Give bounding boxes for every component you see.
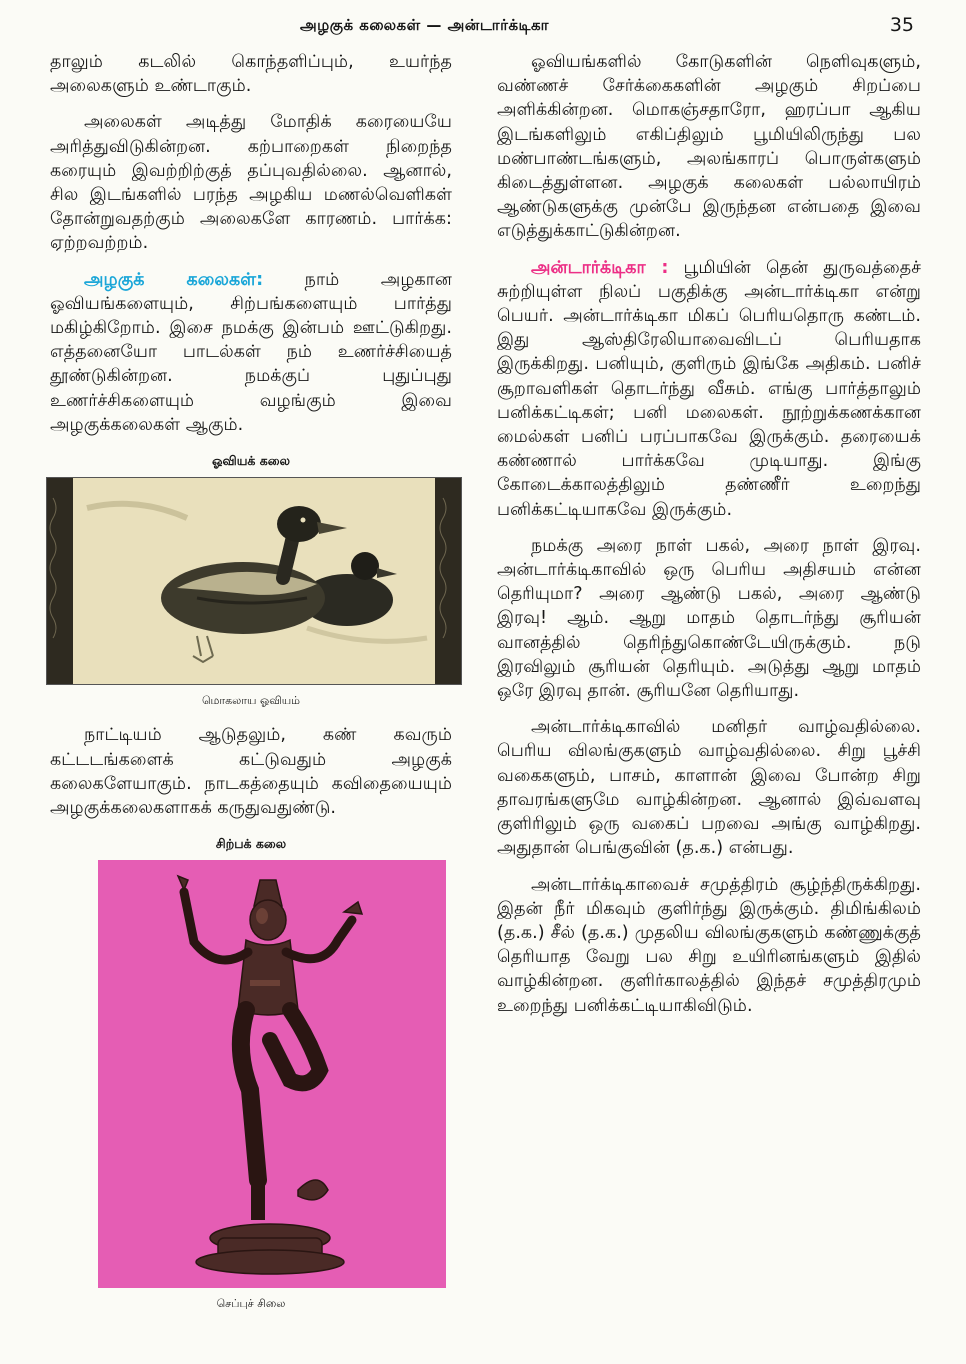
page-header	[0, 14, 966, 40]
left-column	[50, 50, 452, 1327]
right-paragraph-3: நமக்கு அரை நாள் பகல், அரை நாள் இரவு. அன்டார்க்டிகாவில் ஒரு பெரிய அதிசயம் என்ன தெரியுமா? அரை ஆண்டு பகல், அரை ஆண்டு இரவு! ஆம். ஆறு மாதம் தொடர்ந்து சூரியன் வானத்தில் தெரிந்துகொண்டேயிருக்கும். நடு இரவிலும் சூரியன் தெரியும். அடுத்து ஆறு மாதம் ஒரே இரவு தான். சூரியனே தெரியாது.	[497, 535, 921, 702]
sculpture-figure-caption: செப்புச் சிலை	[216, 1297, 286, 1311]
fine-arts-heading: அழகுக் கலைகள்:	[84, 269, 264, 290]
sculpture-figure-title: சிற்பக் கலை	[215, 836, 287, 852]
right-paragraph-4: அன்டார்க்டிகாவில் மனிதர் வாழ்வதில்லை. பெரிய விலங்குகளும் வாழ்வதில்லை. சிறு பூச்சி வகைகளும், பாசம், காளான் இவை போன்ற சிறு தாவரங்களுமே வாழ்கின்றன. ஆனால் இவ்வளவு குளிரிலும் ஒரு வகைப் பறவை அங்கு வாழ்கிறது. அதுதான் பெங்குவின் (த.க.) என்பது.	[497, 717, 921, 859]
painting-figure-caption: மொகலாய ஓவியம்	[201, 694, 301, 708]
duck-painting-illustration	[47, 478, 461, 684]
antarctica-text: பூமியின் தென் துருவத்தைச் சுற்றியுள்ள நிலப் பகுதிக்கு அன்டார்க்டிகா என்று பெயர். அன்டார்க்டிகா மிகப் பெரியதொரு கண்டம். இது ஆஸ்திரேலியாவைவிடப் பெரியதாக இருக்கிறது. பனியும், குளிரும் இங்கே அதிகம். பனிச் சூறாவளிகள் தொடர்ந்து வீசும். எங்கு பார்த்தாலும் பனிக்கட்டிகள்; பனி மலைகள். நூற்றுக்கணக்கான மைல்கள் பனிப் பரப்பாகவே இருக்கும். தரையைக் கண்ணால் பார்க்கவே முடியாது. இங்கு கோடைக்காலத்திலும் தண்ணீர் உறைந்து பனிக்கட்டியாகவே இருக்கும்.	[497, 257, 921, 520]
left-paragraph-4: நாட்டியம் ஆடுதலும், கண் கவரும் கட்டடங்களைக் கட்டுவதும் அழகுக் கலைகளேயாகும். நாடகத்தையும் கவிதையையும் அழகுக்கலைகளாகக் கருதுவதுண்டு.	[50, 725, 452, 819]
painting-figure-title: ஓவியக் கலை	[212, 453, 290, 469]
left-paragraph-1: தாலும் கடலில் கொந்தளிப்பும், உயர்ந்த அலைகளும் உண்டாகும்.	[50, 52, 452, 97]
antarctica-heading: அன்டார்க்டிகா :	[531, 257, 669, 278]
running-title: அழகுக் கலைகள் — அன்டார்க்டிகா	[300, 16, 549, 34]
page-number: 35	[889, 14, 914, 36]
fine-arts-paragraph	[50, 268, 452, 437]
right-paragraph-5: அன்டார்க்டிகாவைச் சமுத்திரம் சூழ்ந்திருக்கிறது. இதன் நீர் மிகவும் குளிர்ந்து இருக்கும். திமிங்கிலம் (த.க.) சீல் (த.க.) முதலிய விலங்குகளும் கண்ணுக்குத் தெரியாத வேறு பல சிறு உயிரினங்களும் இதில் வாழ்கின்றன. குளிர்காலத்தில் இந்தச் சமுத்திரமும் உறைந்து பனிக்கட்டியாகிவிடும்.	[497, 874, 921, 1016]
left-paragraph-2: அலைகள் அடித்து மோதிக் கரையையே அரித்துவிடுகின்றன. கற்பாறைகள் நிறைந்த கரையும் இவற்றிற்குத் தப்புவதில்லை. ஆனால், சில இடங்களில் பரந்த அழகிய மணல்வெளிகள் தோன்றுவதற்கும் அலைகளே காரணம். பார்க்க: ஏற்றவற்றம்.	[50, 112, 452, 254]
right-column	[497, 50, 921, 1030]
bronze-statue-image	[98, 860, 446, 1288]
antarctica-paragraph	[497, 256, 921, 522]
bronze-statue-illustration	[98, 860, 446, 1288]
mughal-painting-image	[46, 477, 462, 685]
right-paragraph-1: ஓவியங்களில் கோடுகளின் நெளிவுகளும், வண்ணச் சேர்க்கைகளின் அழகும் சிறப்பை அளிக்கின்றன. மொகஞ்சதாரோ, ஹரப்பா ஆகிய இடங்களிலும் எகிப்திலும் பூமியிலிருந்து பல மண்பாண்டங்களும், அலங்காரப் பொருள்களும் கிடைத்துள்ளன. அழகுக் கலைகள் பல்லாயிரம் ஆண்டுகளுக்கு முன்பே இருந்தன என்பதை இவை எடுத்துக்காட்டுகின்றன.	[497, 52, 921, 242]
fine-arts-text: நாம் அழகான ஓவியங்களையும், சிற்பங்களையும் பார்த்து மகிழ்கிறோம். இசை நமக்கு இன்பம் ஊட்டுகிறது. எத்தனையோ பாடல்கள் நம் உணர்ச்சியைத் தூண்டுகின்றன. நமக்குப் புதுப்புது உணர்ச்சிகளையும் வழங்கும் இவை அழகுக்கலைகள் ஆகும்.	[50, 269, 452, 435]
